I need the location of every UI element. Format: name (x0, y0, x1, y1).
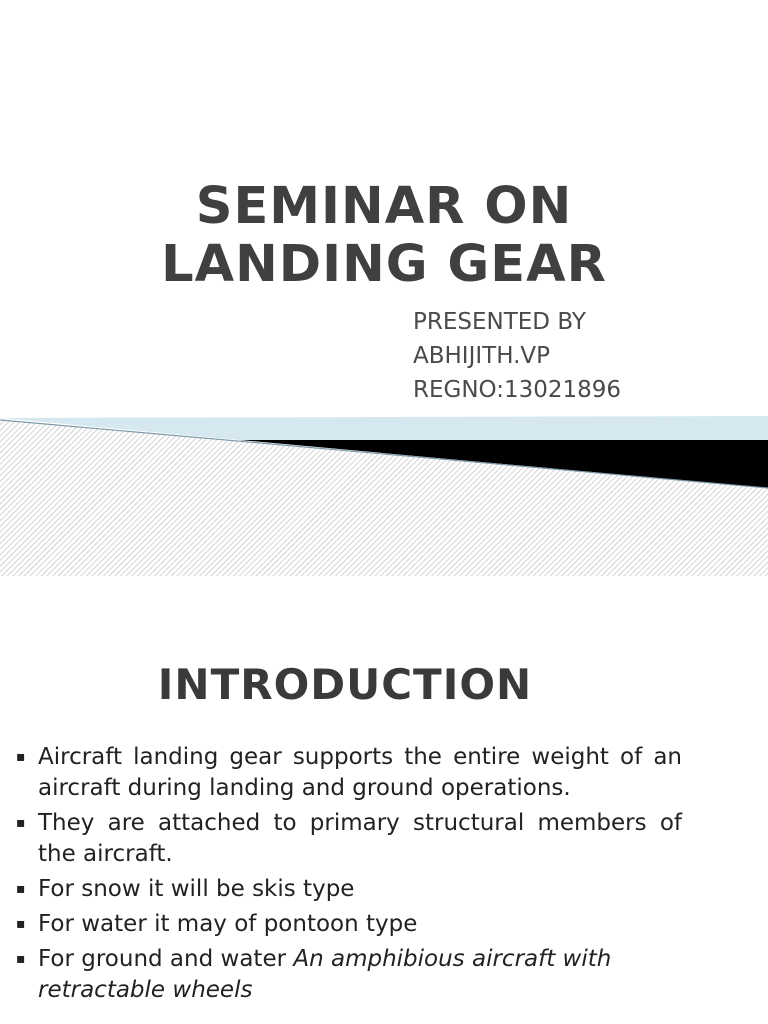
bullet-marker-icon: ▪ (16, 881, 26, 897)
list-item (0, 742, 682, 804)
bullet-marker-icon: ▪ (16, 749, 26, 765)
slide-heading: INTRODUCTION (157, 660, 533, 709)
presenter-name: ABHIJITH.VP (413, 343, 551, 369)
list-item (0, 944, 682, 1006)
slide-title (0, 178, 768, 294)
bullet-marker-icon: ▪ (16, 815, 26, 831)
bullet-list (0, 742, 768, 1010)
bullet-text: For water it may of pontoon type (38, 911, 418, 937)
bullet-text: They are attached to primary structural members of the aircraft. (38, 810, 682, 867)
bullet-text: Aircraft landing gear supports the entire weight of an aircraft during landing and ground operations. (38, 744, 682, 801)
introduction-slide (0, 576, 768, 1024)
presenter-info (413, 305, 621, 407)
list-item (0, 909, 682, 940)
title-line: SEMINAR ON (195, 177, 573, 236)
register-number: REGNO:13021896 (413, 377, 622, 403)
list-item (0, 808, 682, 870)
bullet-text: For ground and water (38, 946, 294, 972)
list-item (0, 874, 682, 905)
bullet-marker-icon: ▪ (16, 916, 26, 932)
bullet-marker-icon: ▪ (16, 951, 26, 967)
title-line: LANDING GEAR (161, 235, 607, 294)
presented-by-label: PRESENTED BY (413, 309, 586, 335)
bullet-text: For snow it will be skis type (38, 876, 355, 902)
bullet-italic-text: An amphibious aircraft with retractable wheels (38, 946, 612, 1003)
